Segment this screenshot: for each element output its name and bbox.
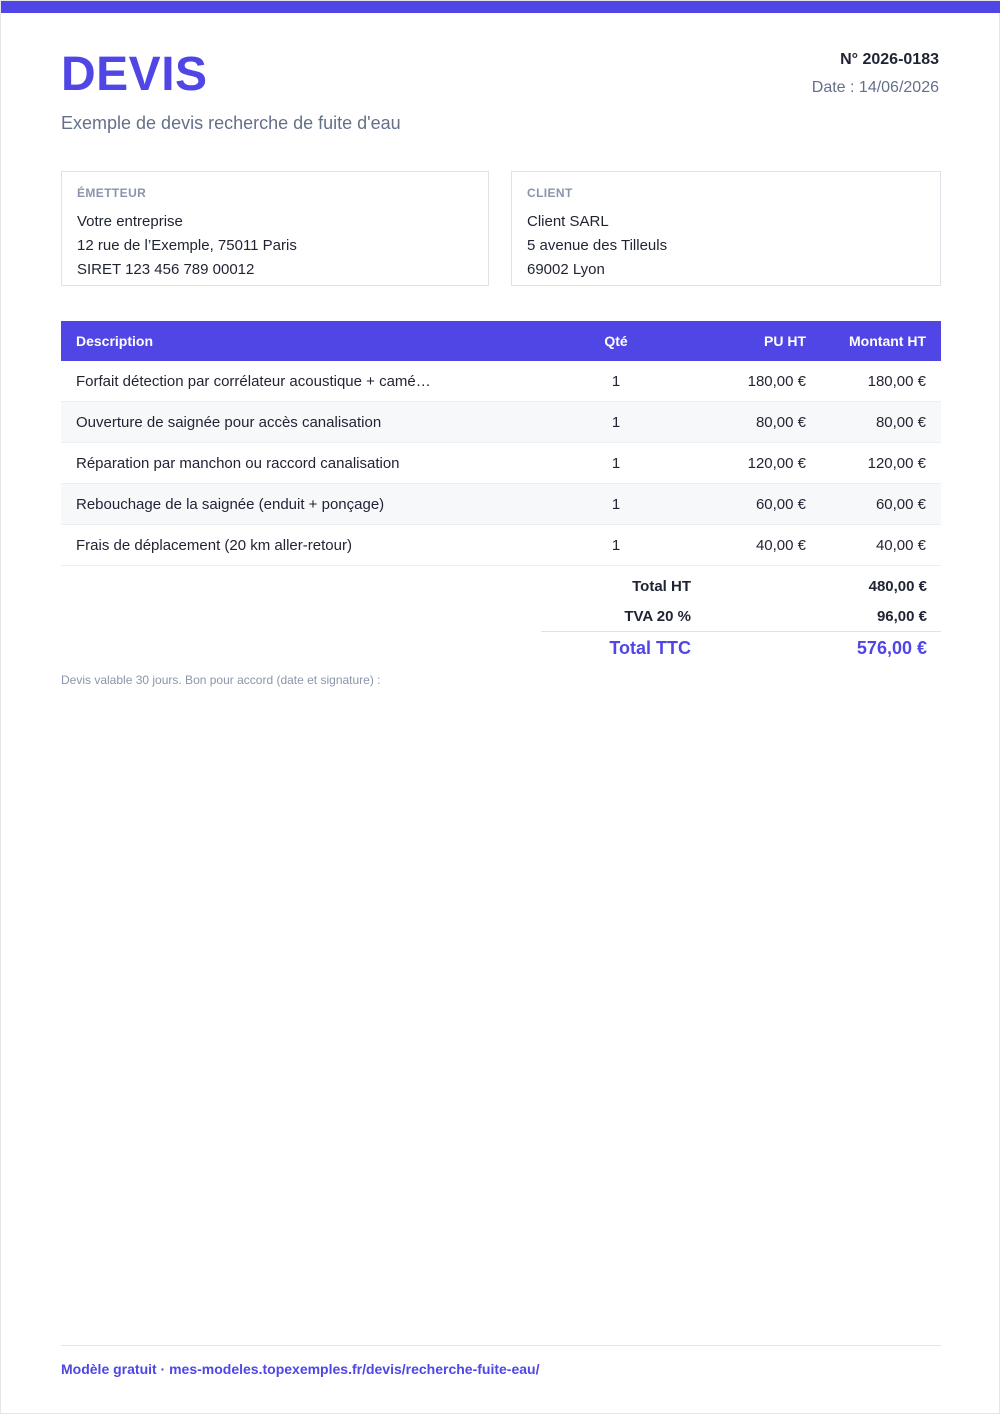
row-amount: 40,00 €: [821, 525, 941, 566]
table-row: [61, 402, 941, 443]
row-description: Forfait détection par corrélateur acoustique + camé…: [61, 361, 561, 402]
emitter-line: SIRET 123 456 789 00012: [77, 261, 255, 278]
row-qty: 1: [561, 525, 671, 566]
row-unit-price: 80,00 €: [671, 402, 821, 443]
emitter-line: 12 rue de l’Exemple, 75011 Paris: [77, 237, 297, 254]
row-unit-price: 120,00 €: [671, 443, 821, 484]
client-label: CLIENT: [527, 186, 573, 200]
table-row: [61, 484, 941, 525]
client-line: 69002 Lyon: [527, 261, 605, 278]
client-line: 5 avenue des Tilleuls: [527, 237, 668, 254]
row-unit-price: 40,00 €: [671, 525, 821, 566]
total-ht-row: [541, 571, 941, 601]
document-title: DEVIS: [61, 48, 208, 101]
row-qty: 1: [561, 361, 671, 402]
tva-value: 96,00 €: [876, 607, 927, 625]
document-subtitle: Exemple de devis recherche de fuite d'eau: [61, 113, 401, 133]
row-qty: 1: [561, 484, 671, 525]
total-ht-label: Total HT: [632, 577, 691, 595]
table-row: [61, 361, 941, 402]
table-header-row: [61, 321, 941, 361]
client-line: Client SARL: [527, 213, 609, 230]
row-amount: 80,00 €: [821, 402, 941, 443]
row-description: Rebouchage de la saignée (enduit + ponçage): [61, 484, 561, 525]
header-description: Description: [61, 321, 561, 361]
emitter-box: [61, 171, 489, 286]
header-amount: Montant HT: [821, 321, 941, 361]
row-description: Ouverture de saignée pour accès canalisation: [61, 402, 561, 443]
totals-block: [541, 571, 941, 664]
table-row: [61, 525, 941, 566]
total-ttc-label: Total TTC: [609, 637, 691, 658]
row-unit-price: 60,00 €: [671, 484, 821, 525]
footer-divider: [61, 1345, 941, 1346]
total-ht-value: 480,00 €: [868, 577, 927, 595]
validity-note: Devis valable 30 jours. Bon pour accord (date et signature) :: [61, 673, 381, 687]
row-description: Réparation par manchon ou raccord canalisation: [61, 443, 561, 484]
emitter-line: Votre entreprise: [77, 213, 183, 230]
quote-number: N° 2026-0183: [840, 51, 939, 68]
row-amount: 180,00 €: [821, 361, 941, 402]
row-amount: 120,00 €: [821, 443, 941, 484]
header-unit-price: PU HT: [671, 321, 821, 361]
tva-row: [541, 601, 941, 631]
footer-link[interactable]: Modèle gratuit · mes-modeles.topexemples.fr/devis/recherche-fuite-eau/: [61, 1361, 540, 1377]
table-row: [61, 443, 941, 484]
emitter-label: ÉMETTEUR: [77, 186, 147, 200]
quote-date: Date : 14/06/2026: [811, 79, 939, 96]
row-unit-price: 180,00 €: [671, 361, 821, 402]
client-box: [511, 171, 941, 286]
total-ttc-row: [541, 631, 941, 664]
row-description: Frais de déplacement (20 km aller-retour): [61, 525, 561, 566]
row-qty: 1: [561, 402, 671, 443]
top-accent-bar: [1, 1, 1000, 13]
row-qty: 1: [561, 443, 671, 484]
tva-label: TVA 20 %: [624, 607, 691, 625]
row-amount: 60,00 €: [821, 484, 941, 525]
items-table: [61, 321, 941, 566]
total-ttc-value: 576,00 €: [856, 637, 927, 658]
header-qty: Qté: [561, 321, 671, 361]
